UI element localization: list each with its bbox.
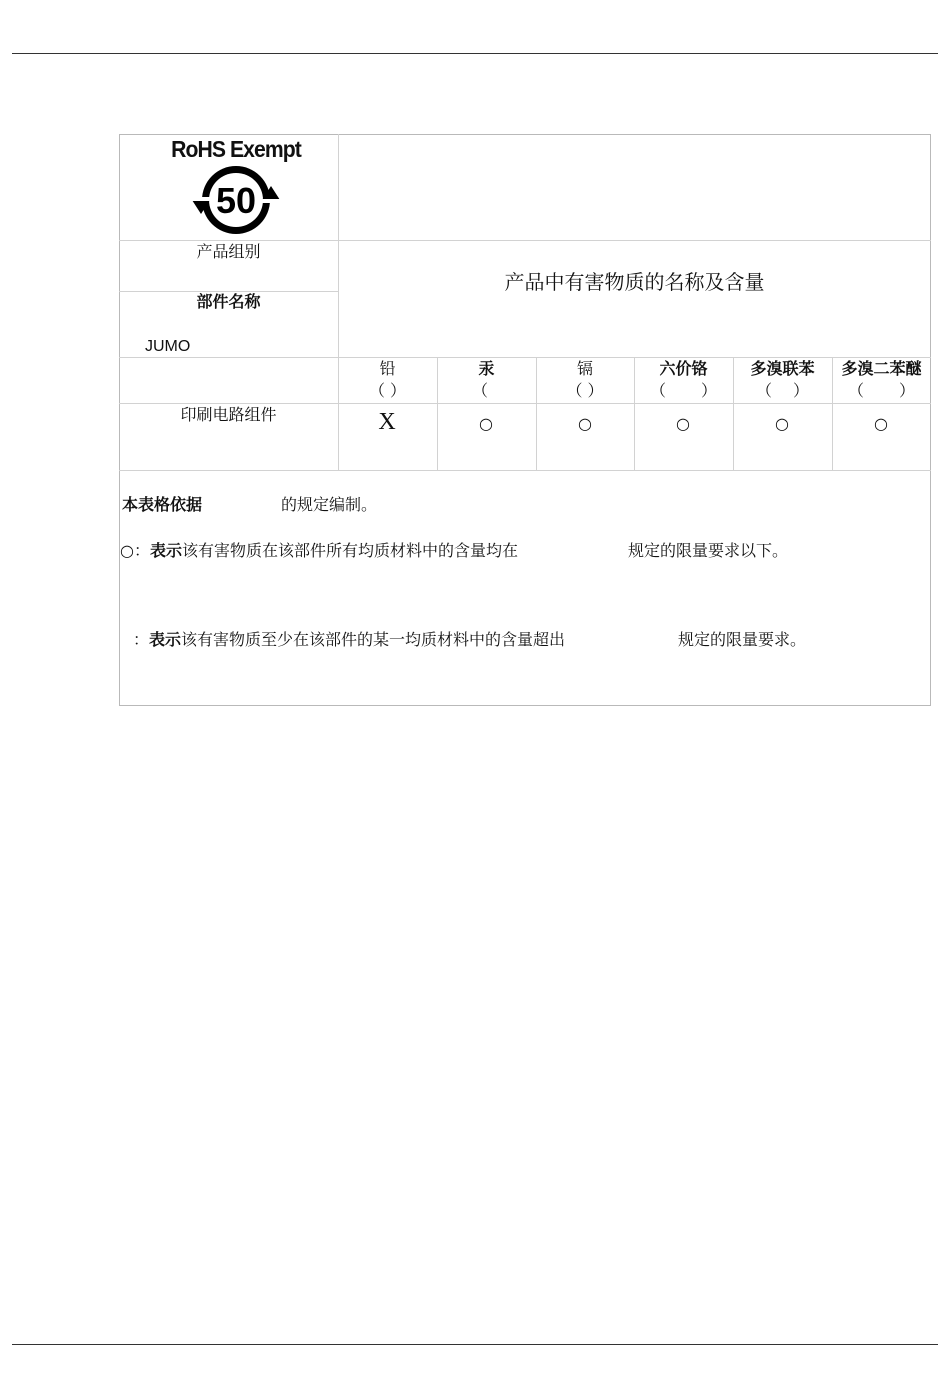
note-x-bold: 表示 [149, 630, 182, 649]
mark-cell: X [378, 409, 396, 435]
column-header-cadmium: 镉 [576, 359, 593, 378]
epup-50-icon [188, 160, 284, 238]
column-header-pbb: 多溴联苯 [750, 359, 815, 378]
note-o-text-end: 规定的限量要求以下。 [628, 541, 789, 560]
note-x-line [133, 631, 565, 649]
note-basis-prefix: 本表格依据 [122, 495, 203, 514]
mark-cell: ○ [479, 414, 493, 433]
column-header-mercury: 汞 [478, 359, 495, 378]
product-group-label: 产品组别 [196, 242, 261, 261]
rohs-exempt-logo [152, 136, 320, 238]
column-header-paren: （ ） [368, 381, 407, 400]
note-basis-suffix: 的规定编制。 [281, 495, 378, 514]
note-x-prefix: ： [133, 630, 150, 649]
column-header-paren: （ ） [847, 381, 916, 400]
rohs-logo-text: RoHS Exempt [171, 136, 301, 162]
grid-line [119, 357, 931, 358]
mark-cell: ○ [874, 414, 888, 433]
part-name-cell: 印刷电路组件 [180, 405, 277, 424]
column-header-lead: 铅 [379, 359, 396, 378]
grid-line [119, 470, 931, 471]
mark-cell: ○ [676, 414, 690, 433]
column-header-paren: （ ） [755, 381, 810, 400]
note-x-text-end: 规定的限量要求。 [678, 630, 807, 649]
table-title: 产品中有害物质的名称及含量 [504, 270, 765, 294]
column-header-pbde: 多溴二苯醚 [841, 359, 922, 378]
note-o-text: 该有害物质在该部件所有均质材料中的含量均在 [181, 541, 518, 560]
column-header-paren: （ ） [649, 381, 718, 400]
note-x-text: 该有害物质至少在该部件的某一均质材料中的含量超出 [181, 630, 566, 649]
note-o-bold: 表示 [149, 541, 182, 560]
grid-line [338, 240, 931, 241]
note-o-line [120, 542, 518, 560]
logo-number: 50 [215, 180, 257, 221]
page-bottom-rule [12, 1344, 938, 1345]
column-header-chromium-vi: 六价铬 [659, 359, 708, 378]
mark-cell: ○ [578, 414, 592, 433]
part-name-label: 部件名称 [196, 292, 261, 311]
brand-name: JUMO [145, 338, 191, 355]
note-o-symbol: ○： [120, 541, 150, 560]
mark-cell: ○ [775, 414, 789, 433]
column-header-paren: （ [472, 381, 489, 400]
page-top-rule [12, 53, 938, 54]
grid-line [119, 240, 338, 241]
column-header-paren: （ ） [566, 381, 604, 400]
grid-line [119, 403, 931, 404]
